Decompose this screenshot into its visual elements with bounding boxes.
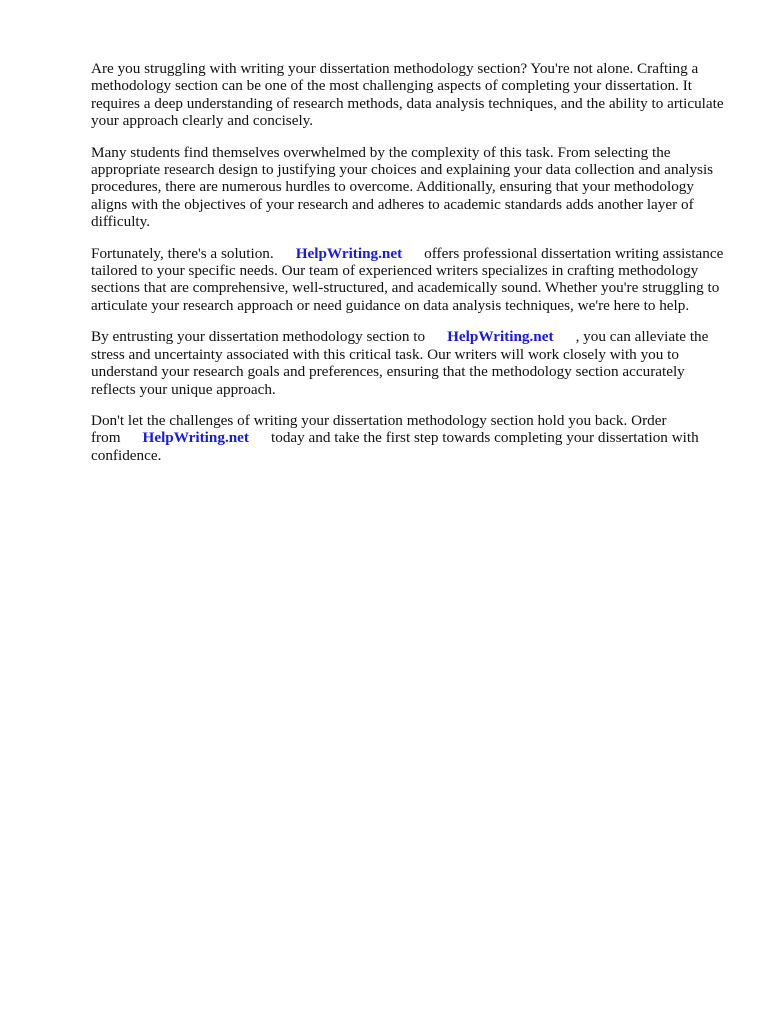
paragraph-3-after: offers professional dissertation writing assistance tailored to your specific needs. Our team of experienced writers specializes in crafting methodology sections that are comprehensive, well-structured, and academically sound. Whether you're struggling to articulate your research approach or need guidance on data analysis techniques, we're here to help. [91, 244, 724, 314]
paragraph-3-before: Fortunately, there's a solution. [91, 244, 274, 262]
paragraph-1 [91, 60, 727, 130]
helpwriting-link-3[interactable]: HelpWriting.net [142, 429, 249, 447]
paragraph-3 [91, 245, 727, 315]
document-body [91, 60, 727, 478]
paragraph-2-text: Many students find themselves overwhelmed by the complexity of this task. From selecting the appropriate research design to justifying your choices and explaining your data collection and analysis procedures, there are numerous hurdles to overcome. Additionally, ensuring that your methodology aligns with the objectives of your research and adheres to academic standards adds another layer of difficulty. [91, 143, 714, 231]
helpwriting-link-2[interactable]: HelpWriting.net [447, 328, 554, 346]
paragraph-4-after: , you can alleviate the stress and uncertainty associated with this critical task. Our writers will work closely with you to understand your research goals and preferences, ensuring that the methodology section accurately reflects your unique approach. [91, 328, 709, 398]
paragraph-5 [91, 412, 727, 464]
helpwriting-link-1[interactable]: HelpWriting.net [295, 244, 403, 262]
paragraph-5-before: Don't let the challenges of writing your dissertation methodology section hold you back. Order from [91, 411, 667, 447]
paragraph-2 [91, 144, 727, 231]
paragraph-1-text: Are you struggling with writing your dissertation methodology section? You're not alone. Crafting a methodology section can be one of the most challenging aspects of completing your dissertation. It requires a deep understanding of research methods, data analysis techniques, and the ability to articulate your approach clearly and concisely. [91, 60, 724, 130]
paragraph-4-before: By entrusting your dissertation methodology section to [91, 328, 426, 346]
paragraph-4 [91, 328, 727, 398]
paragraph-5-after: today and take the first step towards completing your dissertation with confidence. [91, 429, 699, 464]
